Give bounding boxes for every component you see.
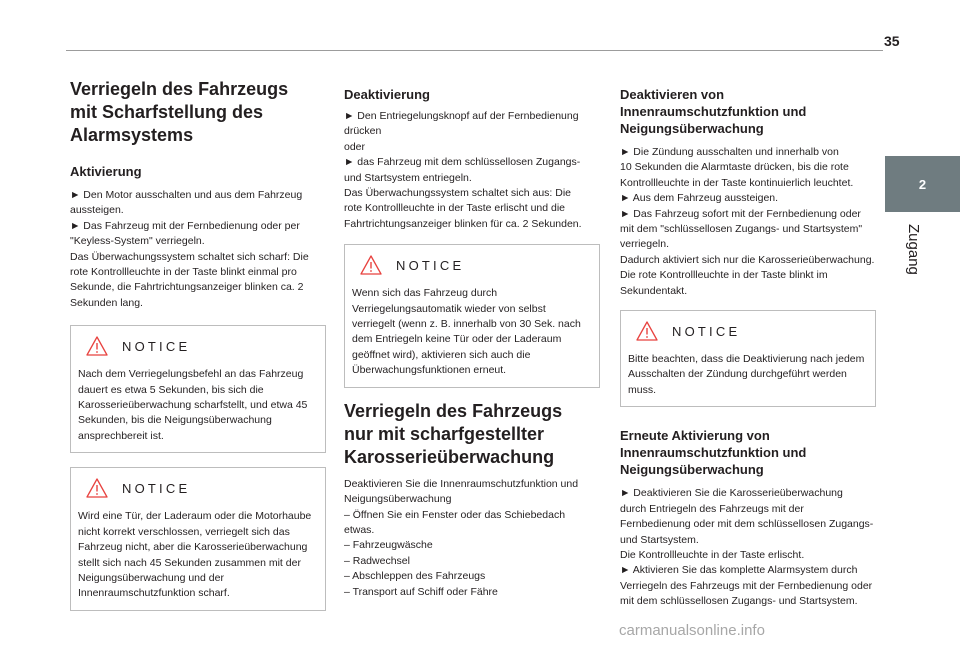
notice-box-4 bbox=[620, 310, 876, 407]
notice-text: Wenn sich das Fahrzeug durch Verriegelungsautomatik wieder von selbst verriegelt (wenn z. B. innerhalb von 30 Sek. nach dem Entriegeln keine Tür oder der Laderaum geöffnet wird), aktivieren sich auch die Überwachungsfunktionen erneut. bbox=[352, 287, 581, 377]
notice-title: NOTICE bbox=[672, 323, 741, 339]
section-title-body-only: Verriegeln des Fahrzeugs nur mit scharfgestellter Karosserieüberwachung bbox=[344, 400, 563, 467]
paragraph-erneute-aktivierung: ► Deaktivieren Sie die Karosserieüberwachung durch Entriegeln des Fahrzeugs mit der Fernbedienung oder mit dem schlüssellosen Zugangs- und Startsystem. Die Kontrollleuchte in der Taste erlischt. ► Aktivieren Sie das komplette Alarmsystem durch Verriegeln des Fahrzeugs mit der Fernbedienung oder mit dem schlüssellosen Zugangs- und Startsystem. bbox=[620, 487, 874, 608]
paragraph-body-only: Deaktivieren Sie die Innenraumschutzfunktion und Neigungsüberwachung – Öffnen Sie ein Fenster oder das Schiebedach etwas. – Fahrzeugwäsche – Radwechsel – Abschleppen des Fahrzeugs – Transport auf Schiff oder Fähre bbox=[344, 477, 579, 598]
section-title-locking-alarm: Verriegeln des Fahrzeugs mit Scharfstellung des Alarmsystems bbox=[70, 79, 289, 145]
chapter-tab[interactable] bbox=[885, 156, 960, 212]
subheading-deaktivieren: Deaktivieren von Innenraumschutzfunktion und Neigungsüberwachung bbox=[620, 87, 807, 136]
paragraph-aktivierung: ► Den Motor ausschalten und aus dem Fahrzeug aussteigen. ► Das Fahrzeug mit der Fernbedienung oder per "Keyless-System" verriegeln. Das Überwachungssystem schaltet sich scharf: Die rote Kontrollleuchte in der Taste blinkt einmal pro Sekunde, die Fahrtrichtungsanzeiger blinken ca. 2 Sekunden lang. bbox=[70, 189, 309, 309]
chapter-label: Zugang bbox=[905, 224, 922, 275]
warning-icon bbox=[360, 255, 382, 275]
column-1 bbox=[70, 78, 326, 611]
subheading-erneute-aktivierung: Erneute Aktivierung von Innenraumschutzfunktion und Neigungsüberwachung bbox=[620, 428, 807, 478]
notice-box-3 bbox=[344, 244, 600, 387]
notice-title: NOTICE bbox=[122, 338, 191, 354]
notice-title: NOTICE bbox=[122, 480, 191, 496]
notice-text: Bitte beachten, dass die Deaktivierung nach jedem Ausschalten der Zündung durchgeführt werden muss. bbox=[628, 353, 865, 396]
warning-icon bbox=[86, 336, 108, 356]
notice-text: Nach dem Verriegelungsbefehl an das Fahrzeug dauert es etwa 5 Sekunden, bis sich die Karosserieüberwachung scharfstellt, und etwa 45 Sekunden, bis die Neigungsüberwachung ansprechbereit ist. bbox=[78, 368, 308, 442]
chapter-number: 2 bbox=[918, 176, 927, 192]
watermark: carmanualsonline.info bbox=[619, 622, 765, 639]
notice-box-1 bbox=[70, 325, 326, 453]
header-rule bbox=[66, 50, 883, 51]
paragraph-deaktivierung: ► Den Entriegelungsknopf auf der Fernbedienung drücken oder ► das Fahrzeug mit dem schlüssellosen Zugangs- und Startsystem entriegeln. Das Überwachungssystem schaltet sich aus: Die rote Kontrollleuchte in der Taste erlischt und die Fahrtrichtungsanzeiger blinken für ca. 2 Sekunden. bbox=[344, 110, 582, 230]
page-number: 35 bbox=[884, 33, 900, 49]
subheading-deaktivierung: Deaktivierung bbox=[344, 87, 430, 102]
notice-box-2 bbox=[70, 467, 326, 610]
paragraph-deaktivieren: ► Die Zündung ausschalten und innerhalb von 10 Sekunden die Alarmtaste drücken, bis die rote Kontrollleuchte in der Taste kontinuierlich leuchtet. ► Aus dem Fahrzeug aussteigen. ► Das Fahrzeug sofort mit der Fernbedienung oder mit dem "schlüssellosen Zugangs- und Startsystem" verriegeln. Dadurch aktiviert sich nur die Karosserieüberwachung. Die rote Kontrollleuchte in der Taste blinkt im Sekundentakt. bbox=[620, 146, 875, 297]
warning-icon bbox=[86, 478, 108, 498]
notice-title: NOTICE bbox=[396, 257, 465, 273]
notice-text: Wird eine Tür, der Laderaum oder die Motorhaube nicht korrekt verschlossen, verriegelt sich das Fahrzeug nicht, aber die Karosserieüberwachung stellt sich nach 45 Sekunden zusammen mit der Neigungsüberwachung und der Innenraumschutzfunktion scharf. bbox=[78, 510, 312, 600]
warning-icon bbox=[636, 321, 658, 341]
subheading-aktivierung: Aktivierung bbox=[70, 164, 142, 179]
column-2 bbox=[344, 86, 600, 600]
column-3 bbox=[620, 86, 876, 610]
